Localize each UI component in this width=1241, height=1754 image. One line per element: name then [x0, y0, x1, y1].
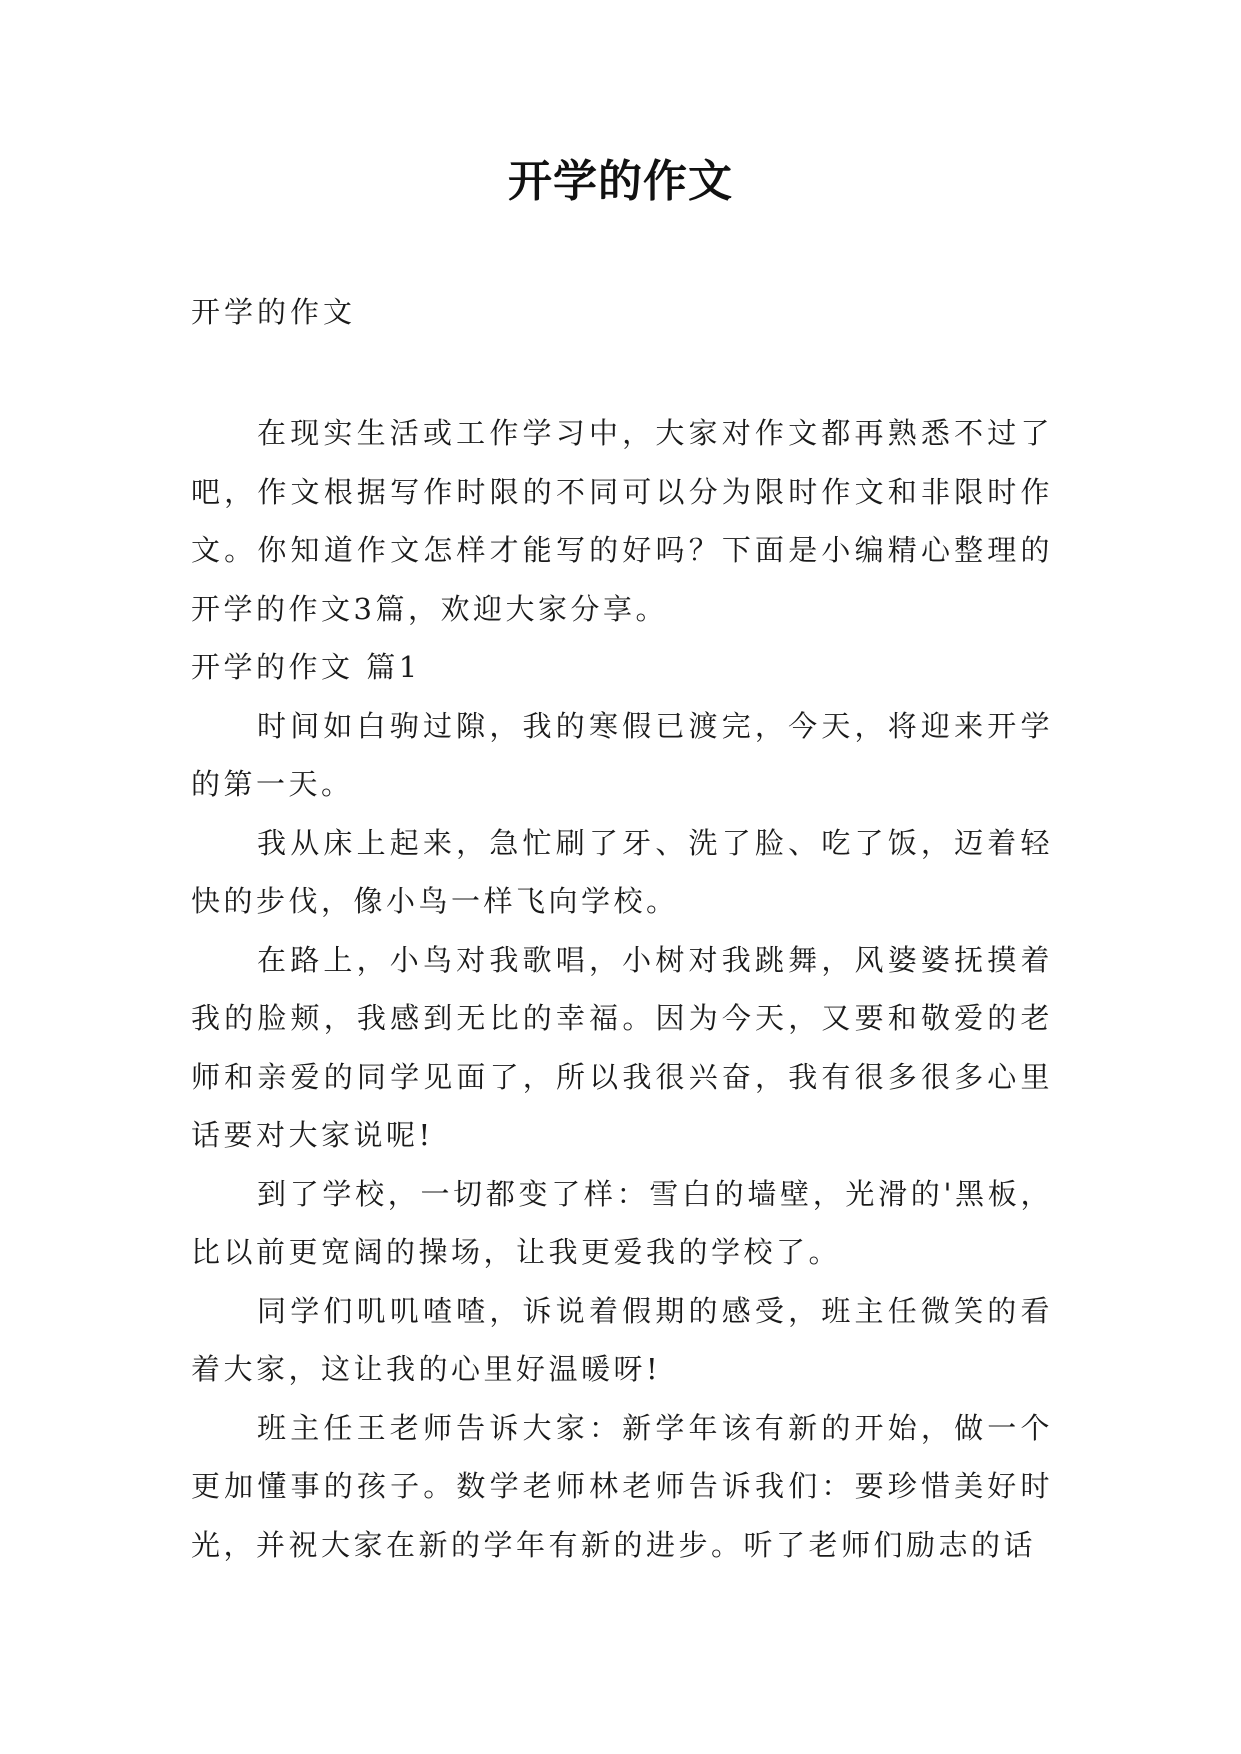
- document-title: 开学的作文: [508, 156, 733, 207]
- body-paragraph-4: 到了学校，一切都变了样：雪白的墙壁，光滑的'黑板，比以前更宽阔的操场，让我更爱我的学校了。: [191, 1176, 1053, 1269]
- document-body: [191, 404, 1053, 1574]
- body-paragraph-2: 我从床上起来，急忙刷了牙、洗了脸、吃了饭，迈着轻快的步伐，像小鸟一样飞向学校。: [191, 825, 1053, 918]
- intro-paragraph: 在现实生活或工作学习中，大家对作文都再熟悉不过了吧，作文根据写作时限的不同可以分为限时作文和非限时作文。你知道作文怎样才能写的好吗？下面是小编精心整理的开学的作文3篇，欢迎大家分享。: [191, 416, 1053, 626]
- body-paragraph-5: 同学们叽叽喳喳，诉说着假期的感受，班主任微笑的看着大家，这让我的心里好温暖呀!: [191, 1293, 1053, 1386]
- body-paragraph-1: 时间如白驹过隙，我的寒假已渡完，今天，将迎来开学的第一天。: [191, 708, 1053, 801]
- document-subtitle: 开学的作文: [191, 295, 357, 329]
- section-heading: 开学的作文 篇1: [191, 650, 421, 684]
- body-paragraph-3: 在路上，小鸟对我歌唱，小树对我跳舞，风婆婆抚摸着我的脸颊，我感到无比的幸福。因为今天，又要和敬爱的老师和亲爱的同学见面了，所以我很兴奋，我有很多很多心里话要对大家说呢!: [191, 942, 1053, 1152]
- body-paragraph-6: 班主任王老师告诉大家：新学年该有新的开始，做一个更加懂事的孩子。数学老师林老师告诉我们：要珍惜美好时光，并祝大家在新的学年有新的进步。听了老师们励志的话: [191, 1410, 1053, 1562]
